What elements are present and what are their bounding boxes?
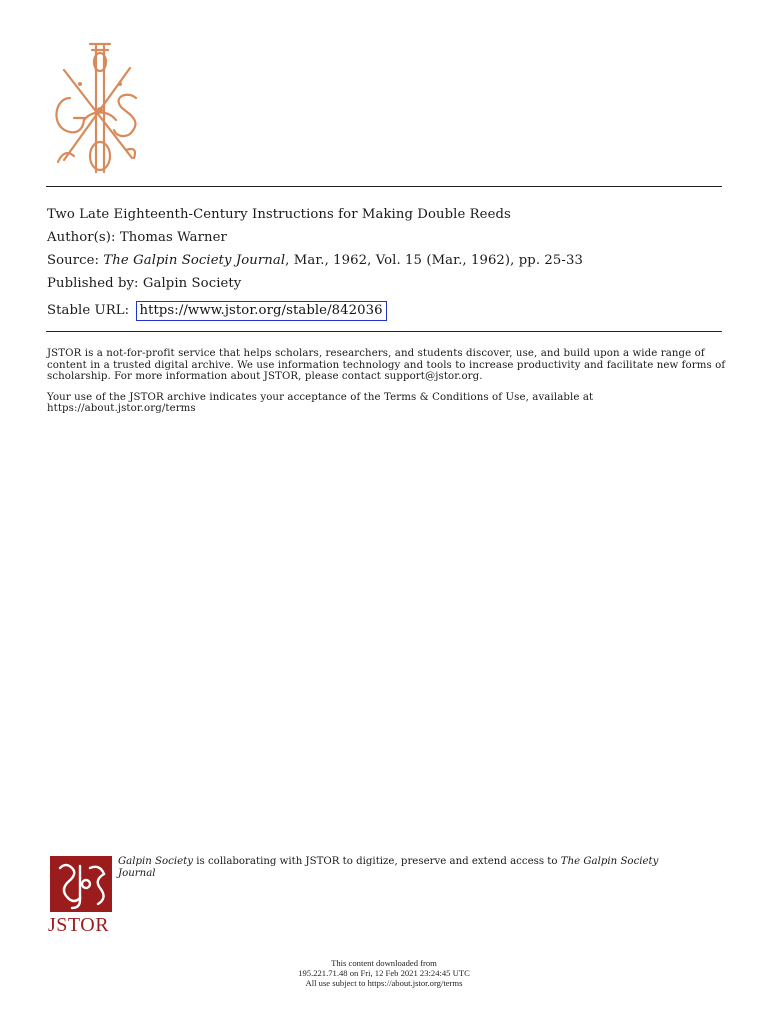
footer-line-1: This content downloaded from — [331, 958, 437, 968]
footer-line-2: 195.221.71.48 on Fri, 12 Feb 2021 23:24:45 UTC — [298, 968, 470, 978]
jstor-notice — [47, 348, 737, 415]
galpin-society-logo — [44, 40, 148, 178]
stable-url-label: Stable URL: — [47, 303, 134, 318]
middle-divider — [46, 331, 722, 332]
source-line — [47, 254, 583, 267]
jstor-wordmark: JSTOR — [48, 914, 110, 936]
collab-journal: The Galpin Society Journal — [118, 856, 659, 879]
publisher-line: Published by: Galpin Society — [47, 276, 242, 291]
top-divider — [46, 186, 722, 187]
collab-society: Galpin Society — [118, 856, 194, 867]
author-line: Author(s): Thomas Warner — [47, 230, 227, 245]
source-label: Source: — [47, 253, 104, 268]
collaboration-note — [118, 856, 678, 880]
stable-url-line — [47, 301, 387, 321]
download-footer — [0, 958, 768, 988]
notice-paragraph-1: JSTOR is a not-for-profit service that helps scholars, researchers, and students discover, use, and build upon a wide range of content in a trusted digital archive. We use information technology and tools to increase productivity and facilitate new forms of scholarship. For more information about JSTOR, please contact support@jstor.org. — [47, 348, 726, 382]
notice-paragraph-2: Your use of the JSTOR archive indicates your acceptance of the Terms & Conditions of Use, available at https://about.jstor.org/terms — [47, 391, 594, 414]
source-details: , Mar., 1962, Vol. 15 (Mar., 1962), pp. 25-33 — [285, 253, 583, 268]
article-title: Two Late Eighteenth-Century Instructions for Making Double Reeds — [47, 207, 511, 222]
source-journal: The Galpin Society Journal — [103, 253, 286, 268]
collab-middle: is collaborating with JSTOR to digitize, preserve and extend access to — [193, 856, 561, 867]
footer-line-3: All use subject to https://about.jstor.org/terms — [305, 978, 463, 988]
stable-url-link[interactable]: https://www.jstor.org/stable/842036 — [136, 301, 387, 321]
